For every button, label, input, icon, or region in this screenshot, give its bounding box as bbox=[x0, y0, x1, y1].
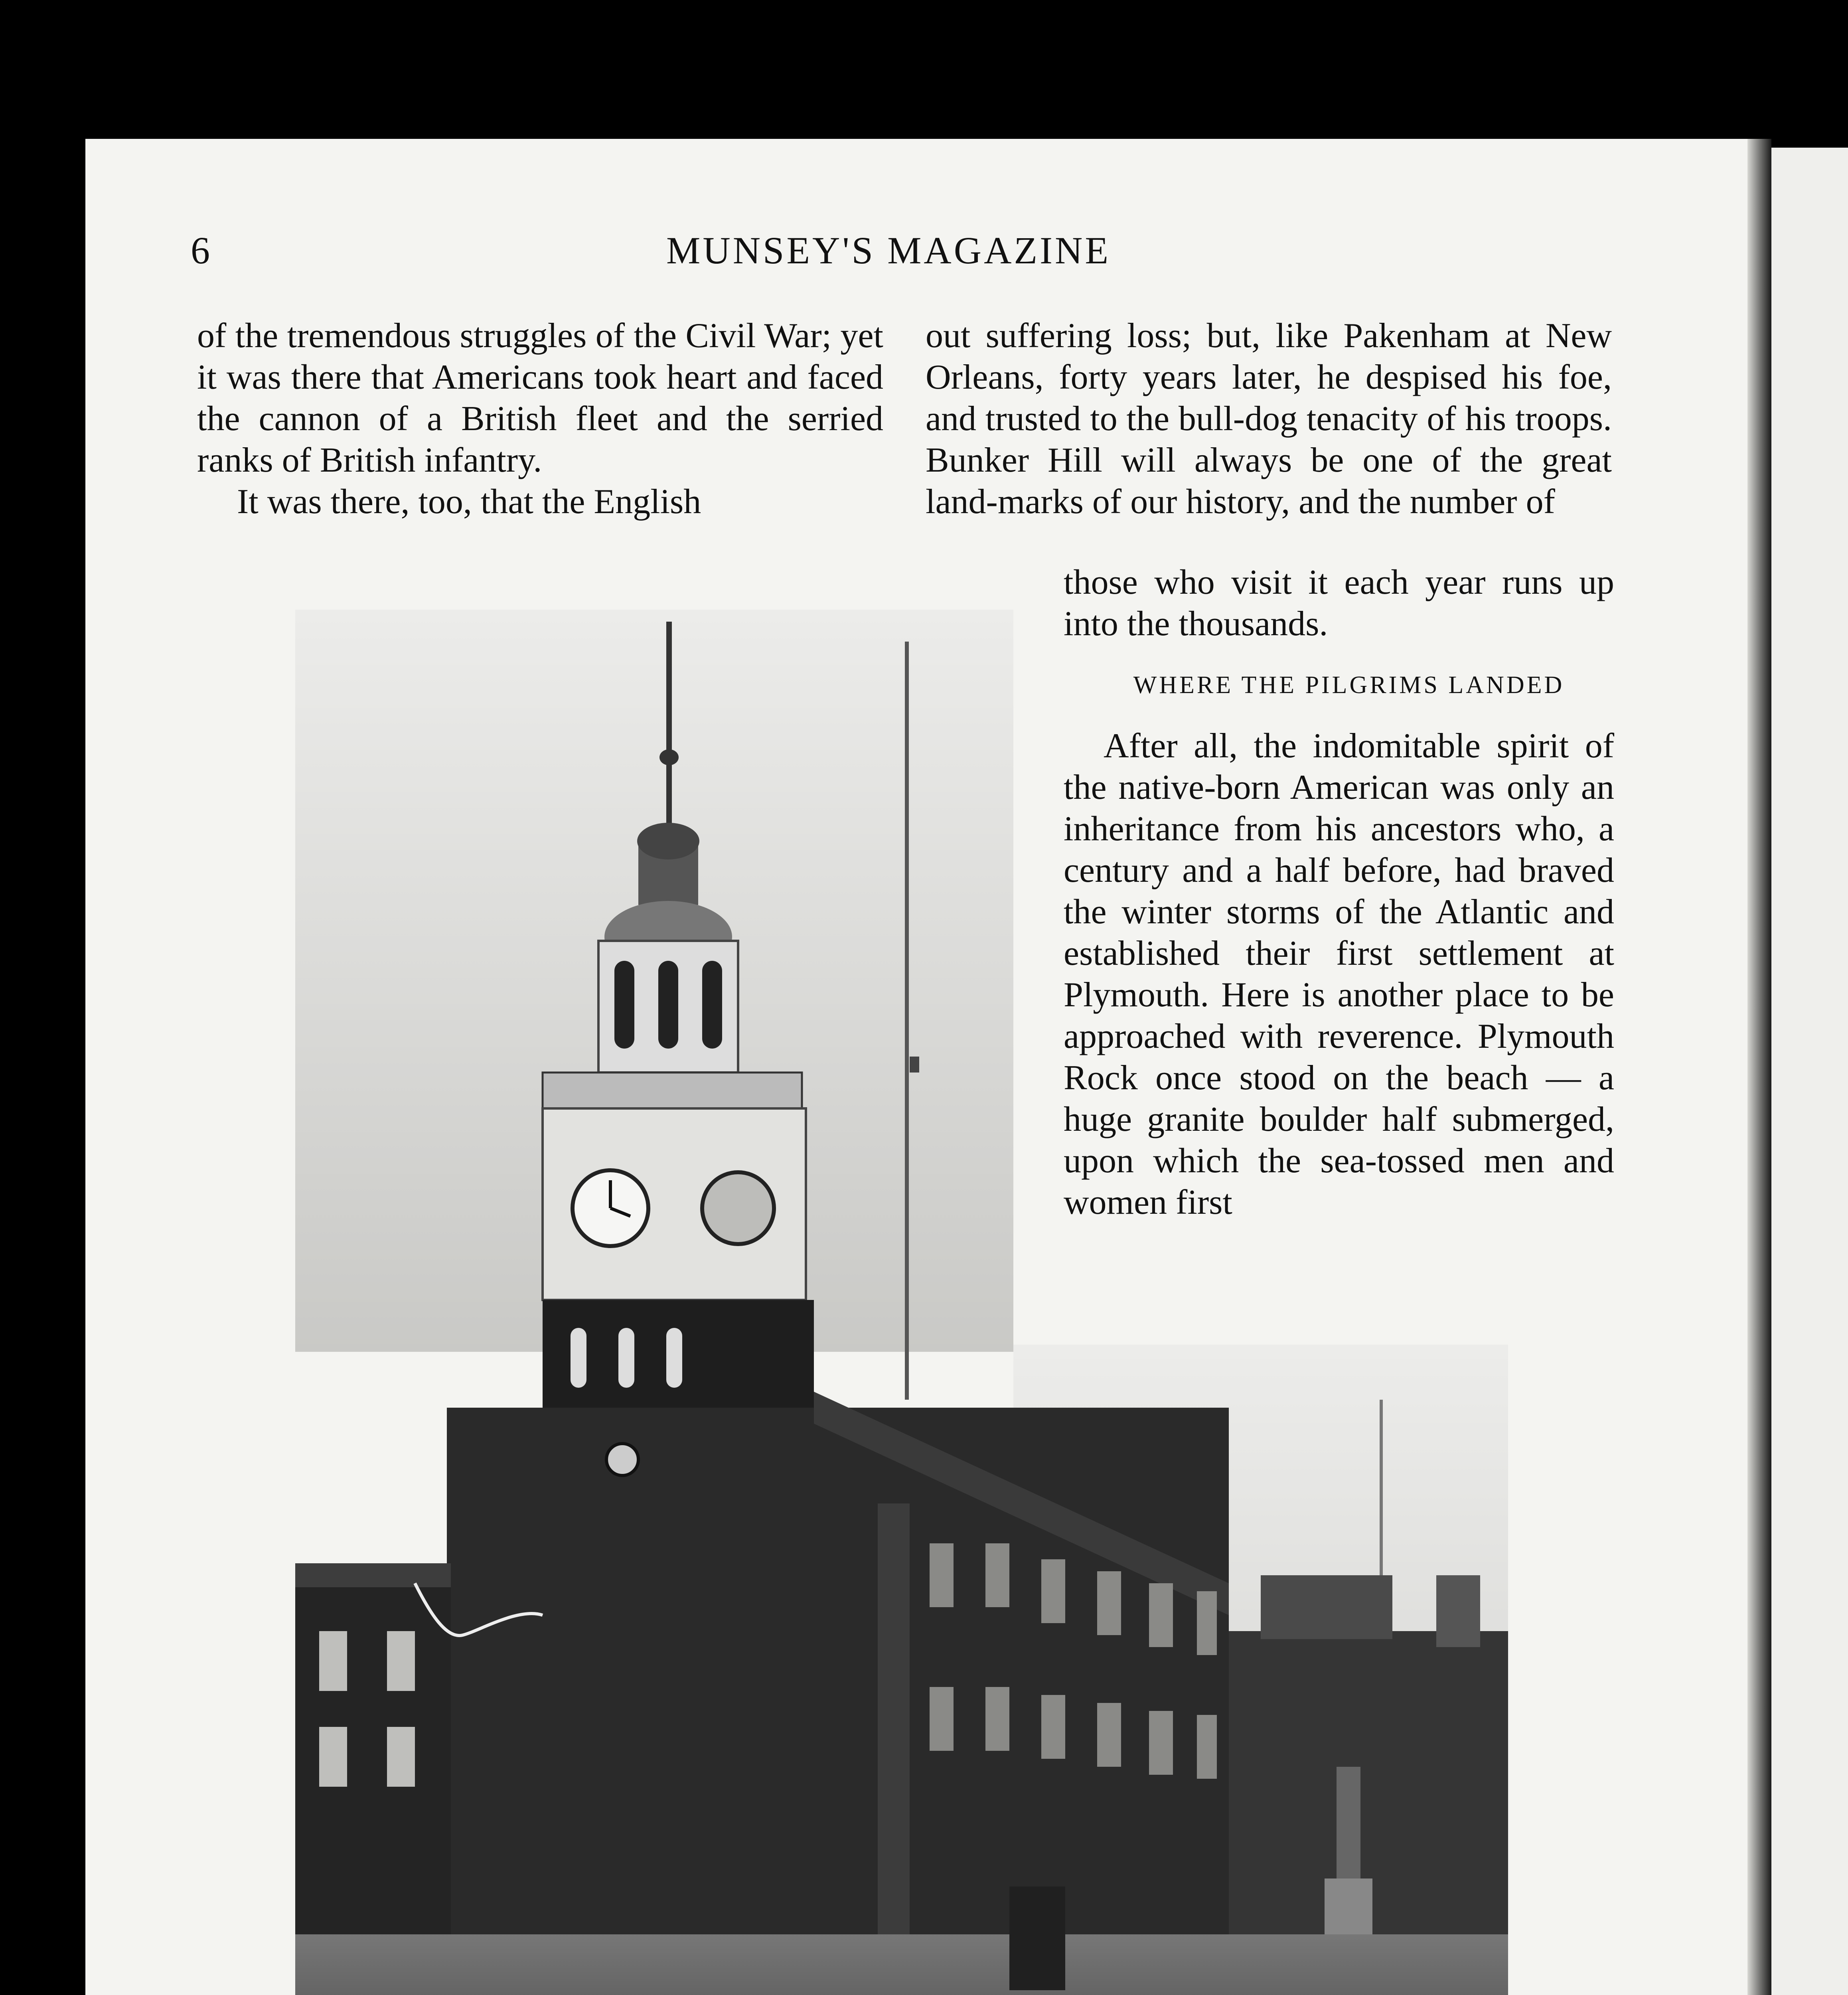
paragraph: out suffering loss; but, like Pakenham at New Orleans, forty years later, he despised his foe, and trusted to the bull-dog tenacity of his troops. Bunker Hill will always be one of the great land-marks of our history, and the number of bbox=[926, 316, 1612, 521]
section-heading: WHERE THE PILGRIMS LANDED bbox=[1133, 672, 1565, 699]
page-gutter bbox=[1747, 139, 1771, 1995]
paragraph: After all, the indomitable spirit of the native-born American was only an inheritance from his ancestors who, a century and a half before, had braved the winter storms of the Atlantic and established their first settlement at Plymouth. Here is another place to be approached with reverence. Plymouth Rock once stood on the beach — a huge granite boulder half submerged, upon which the sea-tossed men and women first bbox=[1064, 727, 1614, 1222]
facing-page-edge bbox=[1771, 148, 1848, 1995]
independence-hall-photo bbox=[295, 610, 1508, 1995]
column-right-top bbox=[926, 315, 1612, 523]
running-title: MUNSEY'S MAGAZINE bbox=[666, 229, 1111, 272]
paragraph: of the tremendous struggles of the Civil War; yet it was there that Americans took heart and faced the cannon of a British fleet and the serried ranks of British infantry. bbox=[197, 316, 883, 480]
paragraph: those who visit it each year runs up into the thousands. bbox=[1064, 563, 1614, 643]
column-left-top bbox=[197, 315, 883, 523]
page-number: 6 bbox=[191, 229, 212, 272]
paragraph: It was there, too, that the English bbox=[237, 482, 701, 521]
